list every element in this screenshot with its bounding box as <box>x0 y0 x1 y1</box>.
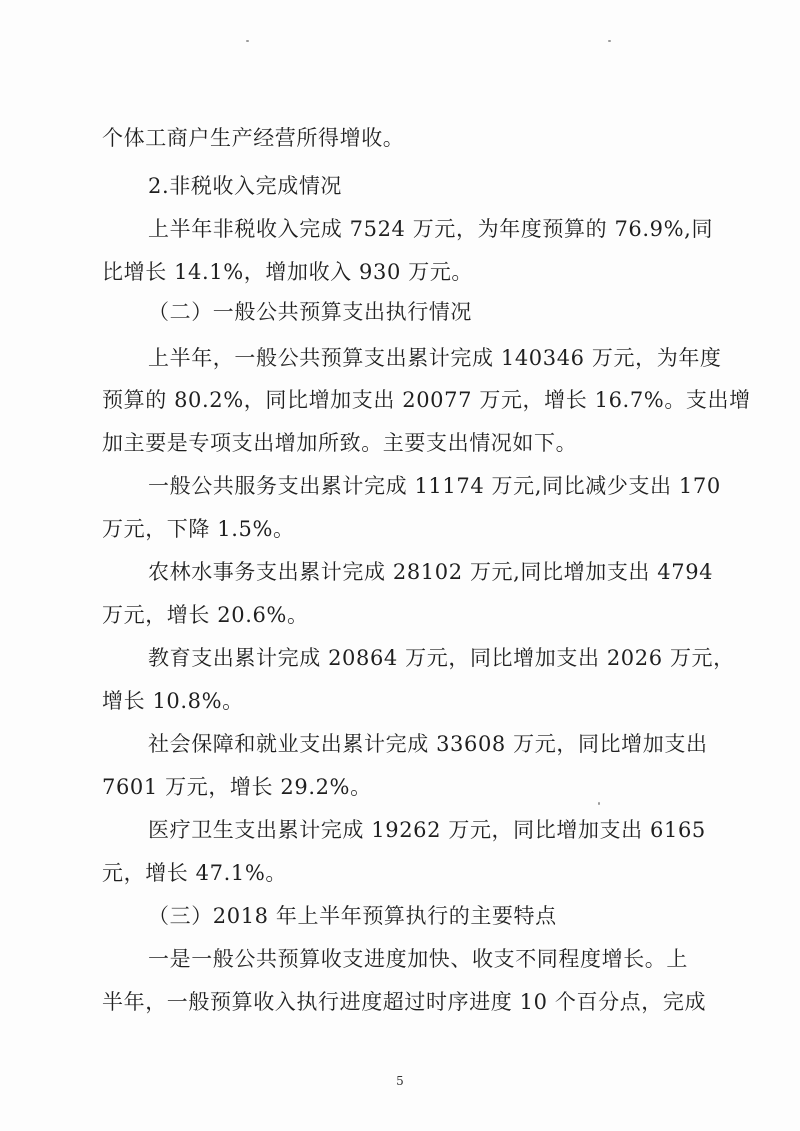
text-line: 农林水事务支出累计完成 28102 万元,同比增加支出 4794 <box>148 560 714 584</box>
text-line: 预算的 80.2%，同比增加支出 20077 万元，增长 16.7%。支出增 <box>102 388 751 412</box>
text-line: 万元，下降 1.5%。 <box>102 517 295 541</box>
text-line: 7601 万元，增长 29.2%。 <box>102 775 372 799</box>
page-number: 5 <box>396 1074 404 1088</box>
text-line: 教育支出累计完成 20864 万元，同比增加支出 2026 万元， <box>148 646 735 670</box>
text-line: 上半年，一般公共预算支出累计完成 140346 万元，为年度 <box>148 346 722 370</box>
text-line: 半年，一般预算收入执行进度超过时序进度 10 个百分点，完成 <box>102 990 707 1014</box>
text-line: 比增长 14.1%，增加收入 930 万元。 <box>102 260 474 284</box>
scan-speck <box>246 40 249 42</box>
text-line: 元，增长 47.1%。 <box>102 861 287 885</box>
subsection-heading: 2.非税收入完成情况 <box>148 174 343 198</box>
text-line: 个体工商户生产经营所得增收。 <box>102 126 405 150</box>
scan-speck <box>598 802 600 805</box>
section-heading: （三）2018 年上半年预算执行的主要特点 <box>148 904 557 928</box>
text-line: 一是一般公共预算收支进度加快、收支不同程度增长。上 <box>148 947 688 971</box>
text-line: 医疗卫生支出累计完成 19262 万元，同比增加支出 6165 <box>148 818 706 842</box>
text-line: 社会保障和就业支出累计完成 33608 万元，同比增加支出 <box>148 732 708 756</box>
text-line: 增长 10.8%。 <box>102 689 244 713</box>
text-line: 万元，增长 20.6%。 <box>102 603 309 627</box>
scan-speck <box>608 40 611 42</box>
text-line: 加主要是专项支出增加所致。主要支出情况如下。 <box>102 431 578 455</box>
text-line: 上半年非税收入完成 7524 万元，为年度预算的 76.9%,同 <box>148 217 714 241</box>
section-heading: （二）一般公共预算支出执行情况 <box>148 300 472 324</box>
text-line: 一般公共服务支出累计完成 11174 万元,同比减少支出 170 <box>148 474 721 498</box>
